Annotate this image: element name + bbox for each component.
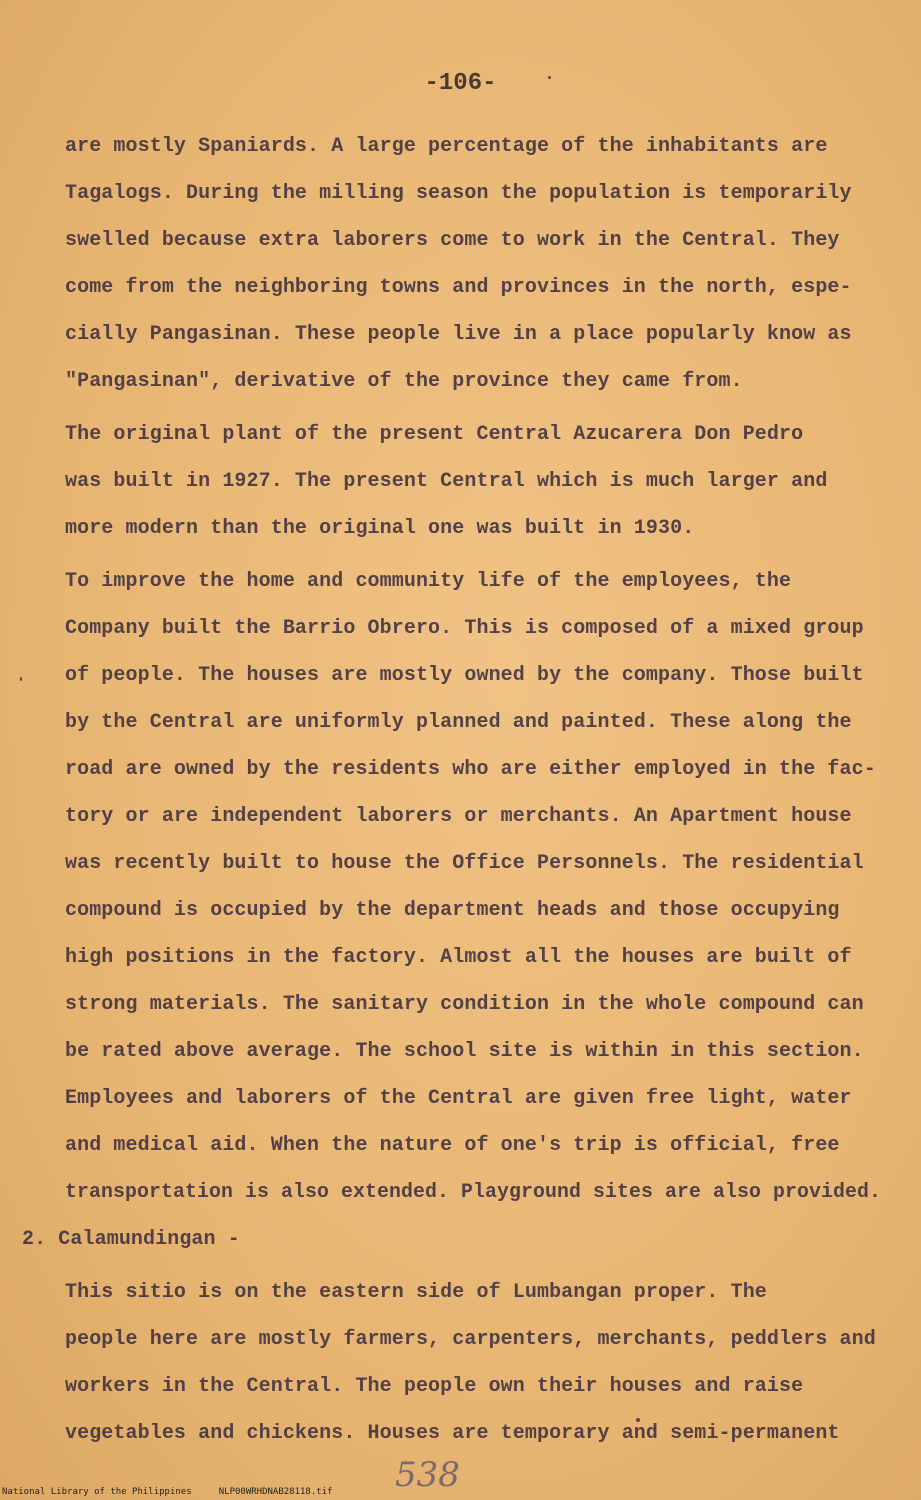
text-line: be rated above average. The school site is within in this section. xyxy=(65,1040,864,1063)
ink-speck xyxy=(20,677,22,681)
text-line: was built in 1927. The present Central which is much larger and xyxy=(65,470,828,493)
text-line: of people. The houses are mostly owned by the company. Those built xyxy=(65,664,864,687)
text-line: was recently built to house the Office Personnels. The residential xyxy=(65,852,864,875)
footer-caption: National Library of the Philippines NLP00WRHDNAB28118.tif xyxy=(2,1487,333,1497)
text-line: vegetables and chickens. Houses are temporary and semi-permanent xyxy=(65,1422,840,1445)
text-line: "Pangasinan", derivative of the province they came from. xyxy=(65,370,743,393)
text-line: by the Central are uniformly planned and painted. These along the xyxy=(65,711,852,734)
page-number: -106- xyxy=(424,70,497,97)
ink-speck xyxy=(636,1418,640,1422)
text-line: are mostly Spaniards. A large percentage of the inhabitants are xyxy=(65,135,828,158)
text-line: This sitio is on the eastern side of Lumbangan proper. The xyxy=(65,1281,767,1304)
ink-speck xyxy=(548,76,551,79)
text-line: come from the neighboring towns and provinces in the north, espe- xyxy=(65,276,852,299)
text-line: cially Pangasinan. These people live in a place popularly know as xyxy=(65,323,852,346)
text-line: swelled because extra laborers come to work in the Central. They xyxy=(65,229,840,252)
text-line: more modern than the original one was built in 1930. xyxy=(65,517,695,540)
section-heading: 2. Calamundingan - xyxy=(22,1228,240,1251)
text-line: people here are mostly farmers, carpenters, merchants, peddlers and xyxy=(65,1328,876,1351)
text-line: workers in the Central. The people own their houses and raise xyxy=(65,1375,804,1398)
text-line: high positions in the factory. Almost all the houses are built of xyxy=(65,946,852,969)
text-line: road are owned by the residents who are either employed in the fac- xyxy=(65,758,876,781)
text-line: Employees and laborers of the Central are given free light, water xyxy=(65,1087,852,1110)
text-line: transportation is also extended. Playground sites are also provided. xyxy=(65,1181,881,1204)
text-line: Company built the Barrio Obrero. This is composed of a mixed group xyxy=(65,617,864,640)
text-line: strong materials. The sanitary condition in the whole compound can xyxy=(65,993,864,1016)
text-line: tory or are independent laborers or merchants. An Apartment house xyxy=(65,805,852,828)
text-line: and medical aid. When the nature of one's trip is official, free xyxy=(65,1134,840,1157)
text-line: To improve the home and community life of the employees, the xyxy=(65,570,792,593)
text-line: Tagalogs. During the milling season the population is temporarily xyxy=(65,182,852,205)
text-line: compound is occupied by the department heads and those occupying xyxy=(65,899,840,922)
handwritten-number: 538 xyxy=(395,1455,460,1495)
text-line: The original plant of the present Central Azucarera Don Pedro xyxy=(65,423,804,446)
